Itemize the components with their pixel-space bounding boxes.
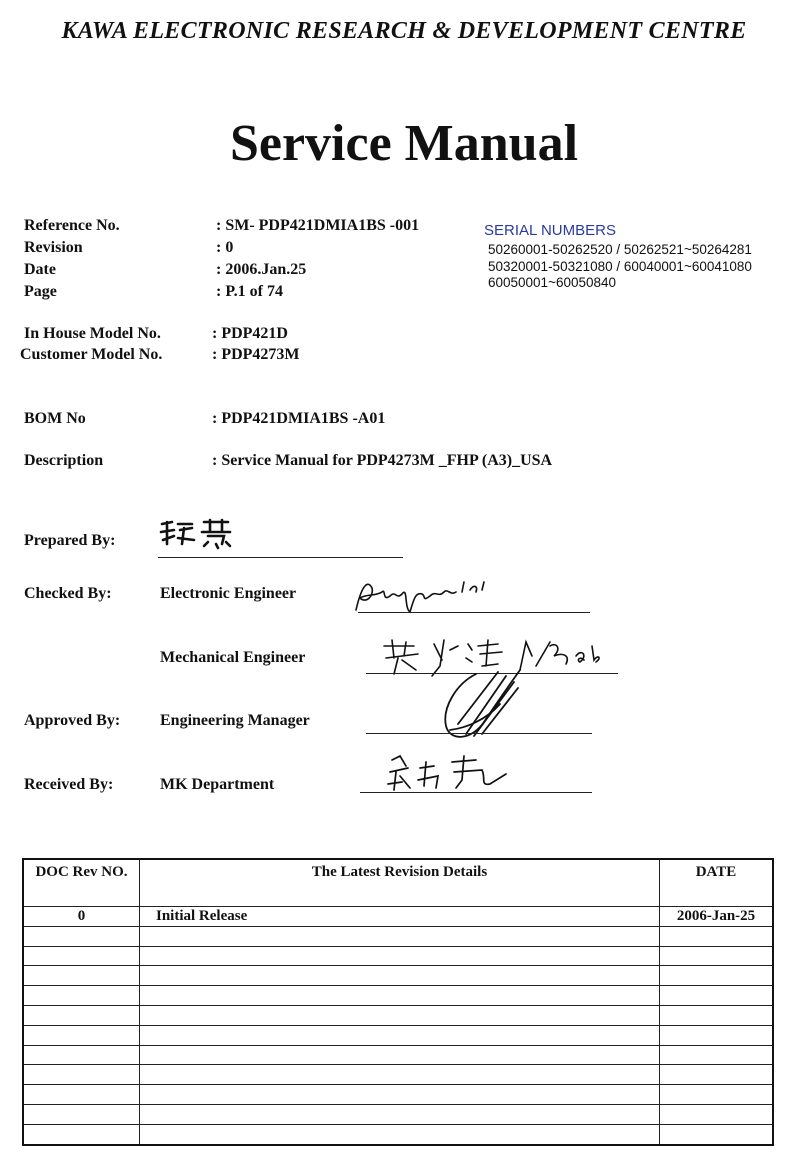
description-label: Description — [24, 452, 104, 469]
table-row — [23, 1065, 773, 1085]
serial-line-1: 50260001-50262520 / 50262521~50264281 — [488, 242, 752, 257]
company-name: KAWA ELECTRONIC RESEARCH & DEVELOPMENT CENTRE — [61, 18, 747, 44]
table-row — [23, 1085, 773, 1105]
table-row — [23, 946, 773, 966]
cell-doc-rev — [23, 926, 140, 946]
inhouse-model-label: In House Model No. — [24, 325, 161, 342]
customer-model-label: Customer Model No. — [20, 346, 163, 363]
revision-value: : 0 — [216, 239, 234, 256]
cell-date — [660, 1124, 774, 1144]
customer-model-value: : PDP4273M — [212, 346, 300, 363]
manager-signature — [436, 664, 526, 751]
header-date: DATE — [660, 859, 774, 907]
inhouse-model-value: : PDP421D — [212, 325, 288, 342]
cell-revision-details — [140, 1005, 660, 1025]
page-label: Page — [24, 283, 57, 300]
mk-signature — [386, 752, 516, 803]
revision-table-header — [23, 859, 773, 907]
mk-department-label: MK Department — [160, 776, 275, 793]
table-row — [23, 1025, 773, 1045]
approved-by-label: Approved By: — [24, 712, 121, 729]
checked-by-label: Checked By: — [24, 585, 112, 602]
cell-doc-rev — [23, 946, 140, 966]
header-doc-rev: DOC Rev NO. — [23, 859, 140, 907]
engineering-manager-label: Engineering Manager — [160, 712, 310, 729]
page-title: Service Manual — [229, 115, 579, 172]
cell-doc-rev — [23, 1065, 140, 1085]
revision-label: Revision — [24, 239, 83, 256]
electronic-engineer-label: Electronic Engineer — [160, 585, 297, 602]
cell-date — [660, 986, 774, 1006]
cell-revision-details — [140, 1085, 660, 1105]
page-value: : P.1 of 74 — [216, 283, 283, 300]
prepared-by-label: Prepared By: — [24, 532, 116, 549]
cell-revision-details — [140, 1124, 660, 1144]
cell-revision-details — [140, 966, 660, 986]
header-revision-details: The Latest Revision Details — [140, 859, 660, 907]
cell-doc-rev — [23, 1085, 140, 1105]
description-value: : Service Manual for PDP4273M _FHP (A3)_USA — [212, 452, 553, 469]
cell-revision-details — [140, 1104, 660, 1124]
cell-revision-details — [140, 1065, 660, 1085]
cell-doc-rev — [23, 966, 140, 986]
received-by-label: Received By: — [24, 776, 114, 793]
bom-label: BOM No — [24, 410, 86, 427]
cell-doc-rev — [23, 1124, 140, 1144]
cell-date — [660, 1085, 774, 1105]
serial-numbers-heading: SERIAL NUMBERS — [484, 222, 616, 239]
cell-revision-details: Initial Release — [140, 907, 660, 927]
cell-date — [660, 1104, 774, 1124]
bom-value: : PDP421DMIA1BS -A01 — [212, 410, 386, 427]
table-row — [23, 1124, 773, 1144]
mechanical-engineer-label: Mechanical Engineer — [160, 649, 306, 666]
cell-doc-rev — [23, 1045, 140, 1065]
table-row — [23, 966, 773, 986]
table-row — [23, 1005, 773, 1025]
date-label: Date — [24, 261, 56, 278]
cell-revision-details — [140, 986, 660, 1006]
prepared-signature — [158, 518, 238, 555]
reference-label: Reference No. — [24, 217, 120, 234]
serial-line-2: 50320001-50321080 / 60040001~60041080 — [488, 259, 752, 274]
table-row — [23, 1045, 773, 1065]
cell-revision-details — [140, 946, 660, 966]
cell-doc-rev — [23, 1104, 140, 1124]
revision-table — [22, 858, 774, 1146]
cell-date — [660, 1005, 774, 1025]
cell-date — [660, 1025, 774, 1045]
prepared-signature-line — [158, 557, 403, 558]
cell-revision-details — [140, 1045, 660, 1065]
table-row — [23, 1104, 773, 1124]
manager-signature-line — [366, 733, 592, 734]
cell-doc-rev — [23, 1025, 140, 1045]
cell-revision-details — [140, 926, 660, 946]
cell-revision-details — [140, 1025, 660, 1045]
cell-date: 2006-Jan-25 — [660, 907, 774, 927]
mk-signature-line — [360, 792, 592, 793]
date-value: : 2006.Jan.25 — [216, 261, 307, 278]
cell-doc-rev — [23, 986, 140, 1006]
cell-doc-rev — [23, 1005, 140, 1025]
reference-value: : SM- PDP421DMIA1BS -001 — [216, 217, 420, 234]
cell-date — [660, 926, 774, 946]
electronic-signature-line — [358, 612, 590, 613]
cell-date — [660, 1065, 774, 1085]
cell-date — [660, 1045, 774, 1065]
cell-doc-rev: 0 — [23, 907, 140, 927]
table-row — [23, 986, 773, 1006]
serial-line-3: 60050001~60050840 — [488, 275, 617, 290]
table-row — [23, 926, 773, 946]
cell-date — [660, 946, 774, 966]
table-row — [23, 907, 773, 927]
cell-date — [660, 966, 774, 986]
